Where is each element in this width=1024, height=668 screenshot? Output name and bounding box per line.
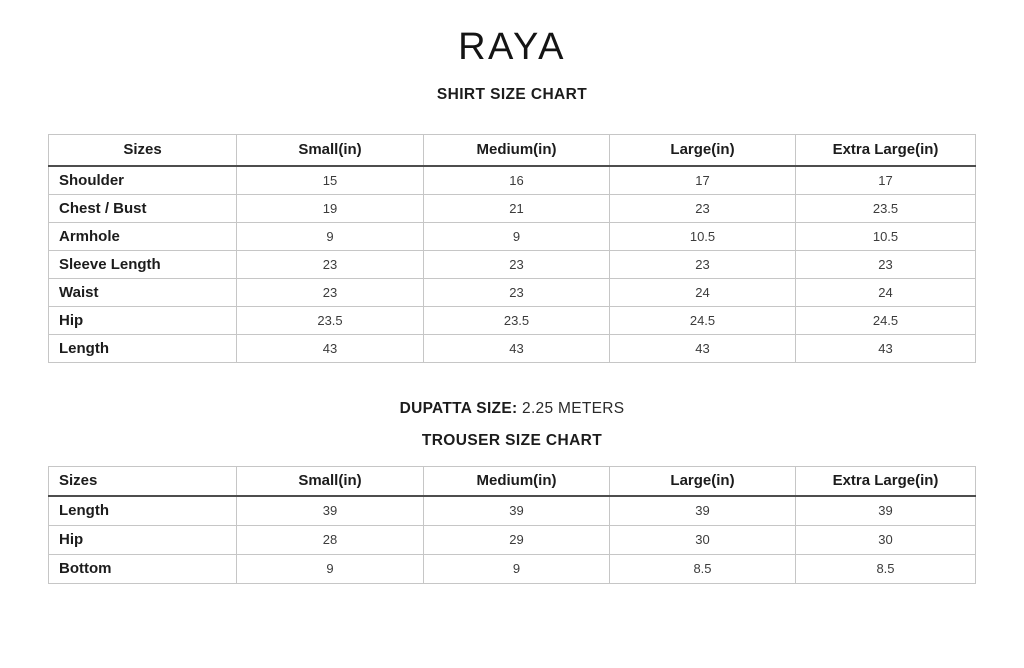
table-row [49, 525, 976, 554]
dupatta-size-value: 2.25 METERS [522, 399, 625, 417]
table-row [49, 278, 976, 306]
size-value: 23.5 [237, 306, 424, 334]
column-header: Large(in) [610, 466, 796, 496]
size-value: 17 [796, 166, 976, 194]
header-row [49, 134, 976, 166]
size-value: 39 [796, 496, 976, 525]
size-value: 39 [610, 496, 796, 525]
column-header: Sizes [49, 134, 237, 166]
shirt-size-table [48, 134, 976, 363]
size-value: 10.5 [796, 222, 976, 250]
column-header: Extra Large(in) [796, 466, 976, 496]
row-label: Shoulder [49, 166, 237, 194]
trouser-table-body [49, 496, 976, 583]
trouser-chart-title: TROUSER SIZE CHART [421, 431, 603, 449]
size-value: 9 [424, 222, 610, 250]
row-label: Waist [49, 278, 237, 306]
size-value: 9 [424, 554, 610, 583]
row-label: Hip [49, 306, 237, 334]
size-value: 16 [424, 166, 610, 194]
brand-title: RAYA [458, 26, 566, 68]
size-value: 39 [424, 496, 610, 525]
size-value: 43 [796, 334, 976, 362]
table-row [49, 554, 976, 583]
size-value: 24.5 [610, 306, 796, 334]
column-header: Sizes [49, 466, 237, 496]
row-label: Chest / Bust [49, 194, 237, 222]
table-row [49, 194, 976, 222]
size-value: 21 [424, 194, 610, 222]
size-value: 30 [796, 525, 976, 554]
size-value: 43 [237, 334, 424, 362]
column-header: Medium(in) [424, 466, 610, 496]
trouser-size-table [48, 466, 976, 584]
shirt-table-header [49, 134, 976, 166]
table-row [49, 334, 976, 362]
dupatta-size-label: DUPATTA SIZE: [399, 399, 518, 417]
table-row [49, 250, 976, 278]
size-value: 23.5 [424, 306, 610, 334]
size-value: 23 [424, 250, 610, 278]
shirt-chart-title: SHIRT SIZE CHART [436, 85, 588, 103]
row-label: Length [49, 334, 237, 362]
size-value: 10.5 [610, 222, 796, 250]
table-row [49, 306, 976, 334]
size-value: 28 [237, 525, 424, 554]
size-value: 24 [610, 278, 796, 306]
size-value: 15 [237, 166, 424, 194]
size-value: 30 [610, 525, 796, 554]
column-header: Small(in) [237, 466, 424, 496]
dupatta-size-line [0, 400, 1024, 418]
table-row [49, 496, 976, 525]
size-value: 39 [237, 496, 424, 525]
shirt-table-body [49, 166, 976, 362]
column-header: Medium(in) [424, 134, 610, 166]
size-value: 8.5 [610, 554, 796, 583]
size-value: 24.5 [796, 306, 976, 334]
size-value: 19 [237, 194, 424, 222]
size-value: 23 [796, 250, 976, 278]
row-label: Armhole [49, 222, 237, 250]
size-value: 23 [237, 278, 424, 306]
column-header: Large(in) [610, 134, 796, 166]
size-value: 23 [610, 250, 796, 278]
size-value: 23 [424, 278, 610, 306]
size-value: 43 [610, 334, 796, 362]
size-value: 23 [610, 194, 796, 222]
table-row [49, 166, 976, 194]
size-value: 8.5 [796, 554, 976, 583]
row-label: Bottom [49, 554, 237, 583]
size-value: 24 [796, 278, 976, 306]
column-header: Small(in) [237, 134, 424, 166]
trouser-table-header [49, 466, 976, 496]
size-value: 29 [424, 525, 610, 554]
row-label: Length [49, 496, 237, 525]
header-row [49, 466, 976, 496]
size-value: 17 [610, 166, 796, 194]
size-value: 9 [237, 554, 424, 583]
size-value: 23.5 [796, 194, 976, 222]
column-header: Extra Large(in) [796, 134, 976, 166]
size-chart-page [0, 26, 1024, 668]
size-value: 9 [237, 222, 424, 250]
size-value: 43 [424, 334, 610, 362]
row-label: Hip [49, 525, 237, 554]
row-label: Sleeve Length [49, 250, 237, 278]
table-row [49, 222, 976, 250]
size-value: 23 [237, 250, 424, 278]
